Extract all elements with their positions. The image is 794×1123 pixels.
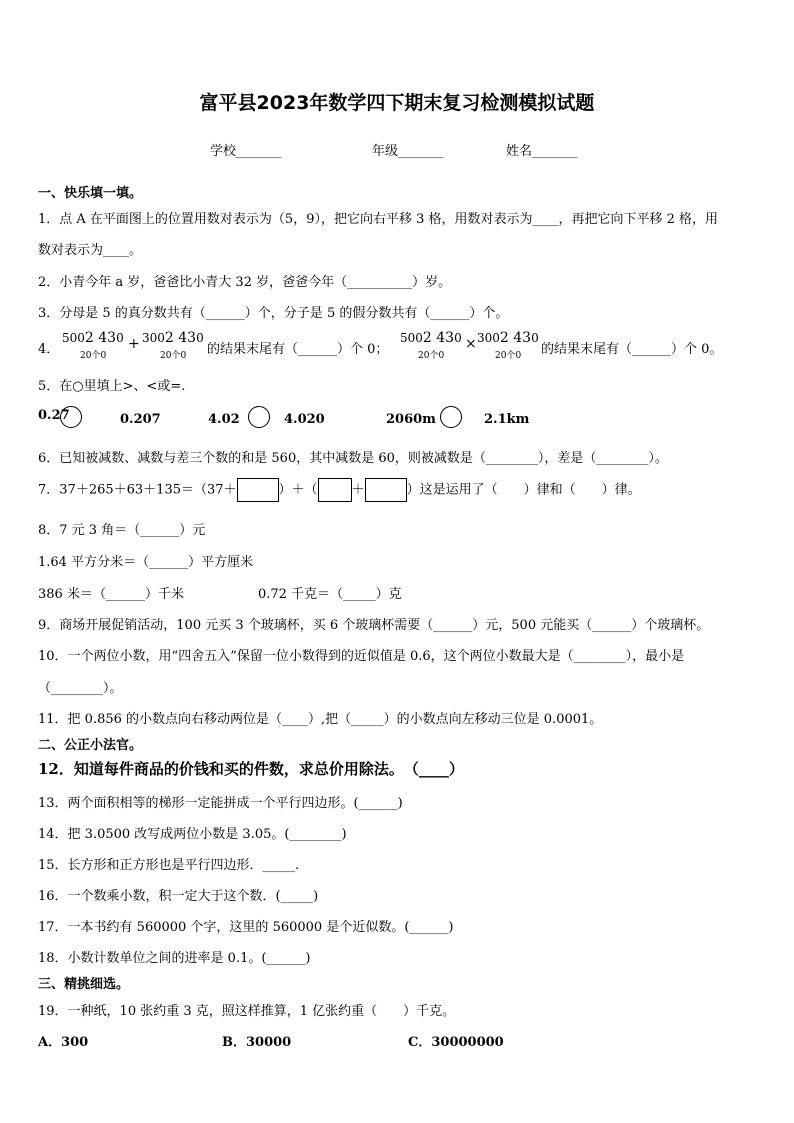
plus-sign: +	[128, 336, 140, 352]
question-2: 2．小青今年 a 岁，爸爸比小青大 32 岁，爸爸今年（__________）岁。	[38, 275, 452, 290]
compare-a-left: 0.27	[38, 408, 70, 423]
question-19: 19．一种纸，10 张约重 3 克，照这样推算，1 亿张约重（ ）千克。	[38, 1004, 456, 1019]
compare-c-right: 2.1km	[484, 412, 530, 427]
question-11: 11．把 0.856 的小数点向右移动两位是（____）,把（_____）的小数点向左移动三位是 0.0001。	[38, 712, 603, 727]
answer-box[interactable]	[365, 478, 407, 502]
school-field: 学校_______	[210, 144, 282, 159]
section-1-heading: 一、快乐填一填。	[38, 186, 143, 201]
times-sign: ×	[465, 336, 477, 352]
question-17: 17．一本书约有 560000 个字，这里的 560000 是个近似数。(______)	[38, 920, 454, 935]
compare-b-left: 4.02	[208, 412, 240, 427]
question-10-line-1: 10．一个两位小数，用“四舍五入”保留一位小数得到的近似值是 0.6，这个两位小数最大是（________），最小是	[38, 649, 685, 664]
compare-circle-a[interactable]	[60, 406, 82, 428]
question-5: 5．在○里填上>、<或=.	[38, 379, 186, 394]
question-13: 13．两个面积相等的梯形一定能拼成一个平行四边形。(______)	[38, 796, 403, 811]
compare-a-right: 0.207	[120, 412, 161, 427]
question-1-line-2: 数对表示为____。	[38, 243, 143, 258]
option-b[interactable]: B．30000	[222, 1035, 292, 1050]
name-field: 姓名_______	[506, 144, 578, 159]
question-8-line-4: 0.72 千克＝（_____）克	[258, 587, 402, 602]
question-8-line-1: 8．7 元 3 角＝（______）元	[38, 523, 206, 538]
option-a[interactable]: A．300	[38, 1035, 89, 1050]
question-3: 3．分母是 5 的真分数共有（______）个，分子是 5 的假分数共有（______）个。	[38, 306, 509, 321]
question-15: 15．长方形和正方形也是平行四边形．_____.	[38, 858, 300, 873]
question-4-middle-text: 的结果末尾有（______）个 0；	[207, 342, 389, 357]
question-4-expression-c: 5002 430 20个0	[400, 330, 462, 361]
question-1-line-1: 1．点 A 在平面图上的位置用数对表示为（5，9），把它向右平移 3 格，用数对表示为____，再把它向下平移 2 格，用	[38, 212, 719, 227]
answer-box[interactable]	[318, 478, 352, 502]
question-4-expression-a: 5002 430 20个0	[62, 330, 124, 361]
question-8-line-3: 386 米＝（______）千米	[38, 587, 184, 602]
question-6: 6．已知被减数、减数与差三个数的和是 560，其中减数是 60，则被减数是（________），差是（________）。	[38, 451, 668, 466]
section-3-heading: 三、精挑细选。	[38, 977, 130, 992]
question-12: 12．知道每件商品的价钱和买的件数，求总价用除法。 （____）	[38, 760, 464, 778]
grade-field: 年级_______	[372, 144, 444, 159]
section-2-heading: 二、公正小法官。	[38, 738, 143, 753]
question-14: 14．把 3.0500 改写成两位小数是 3.05。(________)	[38, 827, 347, 842]
compare-b-right: 4.020	[284, 412, 325, 427]
question-7: 7．37＋265＋63＋135＝（37＋ ）＋（ ＋ ）这是运用了（ ）律和（ ）律。	[38, 478, 641, 502]
option-c[interactable]: C．30000000	[408, 1035, 504, 1050]
compare-c-left: 2060m	[386, 412, 436, 427]
compare-circle-b[interactable]	[248, 406, 270, 428]
question-4-expression-b: 3002 430 20个0	[142, 330, 204, 361]
compare-circle-c[interactable]	[440, 406, 462, 428]
question-16: 16．一个数乘小数，积一定大于这个数．(_____)	[38, 889, 319, 904]
page-title: 富平县2023年数学四下期末复习检测模拟试题	[199, 92, 595, 114]
question-4-number: 4．	[38, 342, 60, 357]
question-4-expression-d: 3002 430 20个0	[477, 330, 539, 361]
answer-box[interactable]	[237, 478, 279, 502]
question-10-line-2: （________）。	[38, 681, 123, 696]
question-8-line-2: 1.64 平方分米＝（______）平方厘米	[38, 555, 254, 570]
question-18: 18．小数计数单位之间的进率是 0.1。(______)	[38, 951, 311, 966]
question-4-end-text: 的结果末尾有（______）个 0。	[541, 342, 723, 357]
question-9: 9．商场开展促销活动，100 元买 3 个玻璃杯，买 6 个玻璃杯需要（______）元，500 元能买（______）个玻璃杯。	[38, 618, 710, 633]
